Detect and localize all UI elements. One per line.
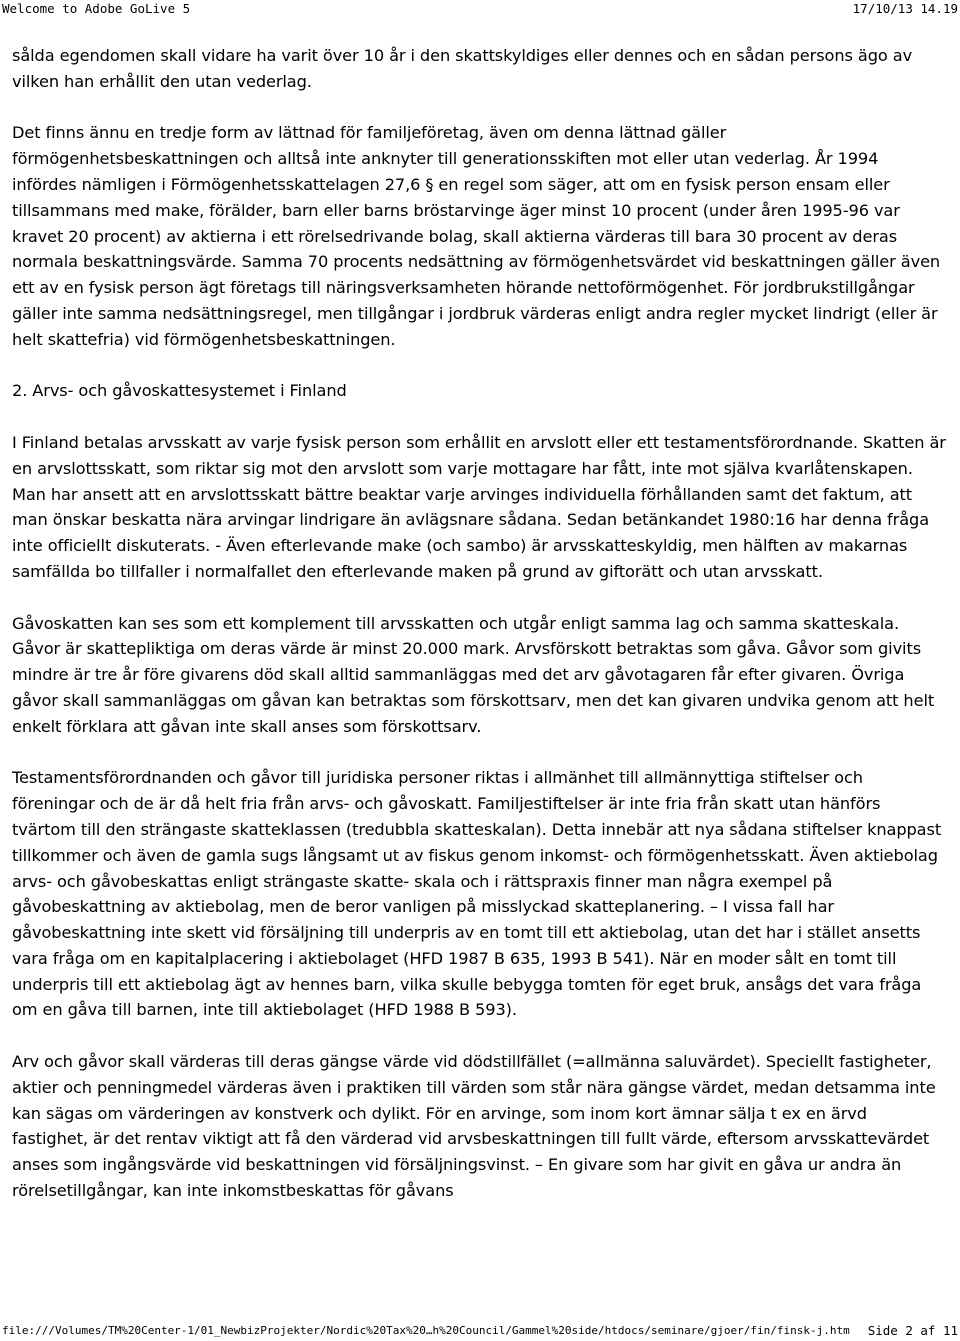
print-footer	[0, 1321, 960, 1341]
paragraph: Det finns ännu en tredje form av lättnad för familjeföretag, även om denna lättnad gäller förmögenhetsbeskattningen och alltså inte anknyter till generationsskiften mot eller utan vederlag. År 1994 infördes nämligen i Förmögenhetsskattelagen 27,6 § en regel som säger, att om en fysisk person ensam eller tillsammans med make, förälder, barn eller barns bröstarvinge äger minst 10 procent (under åren 1995-96 var kravet 20 procent) av aktierna i ett rörelsedrivande bolag, skall aktierna värderas till bara 30 procent av deras normala beskattningsvärde. Samma 70 procents nedsättning av förmögenhetsvärdet vid beskattningen gäller även ett av en fysisk person ägt företags till näringsverksamheten hörande nettoförmögenhet. För jordbrukstillgångar gäller inte samma nedsättningsregel, men tillgångar i jordbruk värderas enligt andra regler mycket lindrigt (eller är helt skattefria) vid förmögenhetsbeskattningen.	[12, 123, 941, 349]
file-url: file:///Volumes/TM%20Center-1/01_NewbizProjekter/Nordic%20Tax%20…h%20Council/Gammel%20side/htdocs/seminare/gjoer/fin/finsk-j.htm	[2, 1324, 850, 1337]
paragraph: Testamentsförordnanden och gåvor till juridiska personer riktas i allmänhet till allmännyttiga stiftelser och föreningar och de är då helt fria från arvs- och gåvoskatt. Familjestiftelser är inte fria från skatt utan hänförs tvärtom till den strängaste skatteklassen (tredubbla skatteskalan). Detta innebär att nya sådana stiftelser knappast tillkommer och även de gamla sugs långsamt ut av fiskus genom inkomst- och förmögenhetsskatt. Även aktiebolag arvs- och gåvobeskattas enligt strängaste skatte- skala och i rättspraxis finner man några exempel på gåvobeskattning av aktiebolag, men de beror vanligen på misslyckad skatteplanering. – I vissa fall har gåvobeskattning inte skett vid försäljning till underpris av en tomt till ett aktiebolag, utan det har i stället ansetts vara fråga om en kapitalplacering i aktiebolaget (HFD 1987 B 635, 1993 B 541). När en moder sålt en tomt till underpris till ett aktiebolag ägt av hennes barn, vilka skulle bebygga tomten för eget bruk, ansågs det vara fråga om en gåva till barnen, inte till aktiebolaget (HFD 1988 B 593).	[12, 768, 942, 1020]
print-header	[0, 0, 960, 18]
paragraph: Gåvoskatten kan ses som ett komplement till arvsskatten och utgår enligt samma lag och samma skatteskala. Gåvor är skattepliktiga om deras värde är minst 20.000 mark. Arvsförskott betraktas som gåva. Gåvor som givits mindre är tre år före givarens död skall alltid sammanläggas med det arv gåvotagaren får efter givaren. Övriga gåvor skall sammanläggas om gåvan kan betraktas som förskottsarv, men det kan givaren undvika genom att helt enkelt förklara att gåvan inte skall anses som förskottsarv.	[12, 613, 935, 736]
document-body	[12, 43, 946, 1230]
paragraph: I Finland betalas arvsskatt av varje fysisk person som erhållit en arvslott eller ett testamentsförordnande. Skatten är en arvslottsskatt, som riktar sig mot den arvslott som varje mottagare har fått, inte mot själva kvarlåtenskapen. Man har ansett att en arvslottsskatt bättre beaktar varje arvinges individuella förhållanden samt det faktum, att man önskar beskatta nära arvingar lindrigare än avlägsnare sådana. Sedan betänkandet 1980:16 har denna fråga inte officiellt diskuterats. - Även efterlevande make (och sambo) är arvsskatteskyldig, men hälften av makarnas samfällda bo tillfaller i normalfallet den efterlevande maken på grund av giftorätt och utan arvsskatt.	[12, 432, 946, 581]
print-timestamp: 17/10/13 14.19	[852, 1, 958, 16]
section-heading: 2. Arvs- och gåvoskattesystemet i Finland	[12, 381, 347, 401]
paragraph: Arv och gåvor skall värderas till deras gängse värde vid dödstillfället (=allmänna saluvärdet). Speciellt fastigheter, aktier och penningmedel värderas även i praktiken till värden som står nära gängse värdet, medan detsamma inte kan sägas om värderingen av konstverk och dylikt. För en arvinge, som inom kort ämnar sälja t ex en ärvd fastighet, är det rentav viktigt att få den värderad vid arvsbeskattningen till fullt värde, eftersom arvsskattevärdet anses som ingångsvärde vid beskattningen vid försäljningsvinst. – En givare som har givit en gåva ur andra än rörelsetillgångar, kan inte inkomstbeskattas för gåvans	[12, 1052, 936, 1201]
paragraph: sålda egendomen skall vidare ha varit över 10 år i den skattskyldiges eller dennes och en sådan persons ägo av vilken han erhållit den utan vederlag.	[12, 46, 913, 91]
page-title: Welcome to Adobe GoLive 5	[2, 1, 191, 16]
page-number: Side 2 af 11	[867, 1323, 958, 1338]
